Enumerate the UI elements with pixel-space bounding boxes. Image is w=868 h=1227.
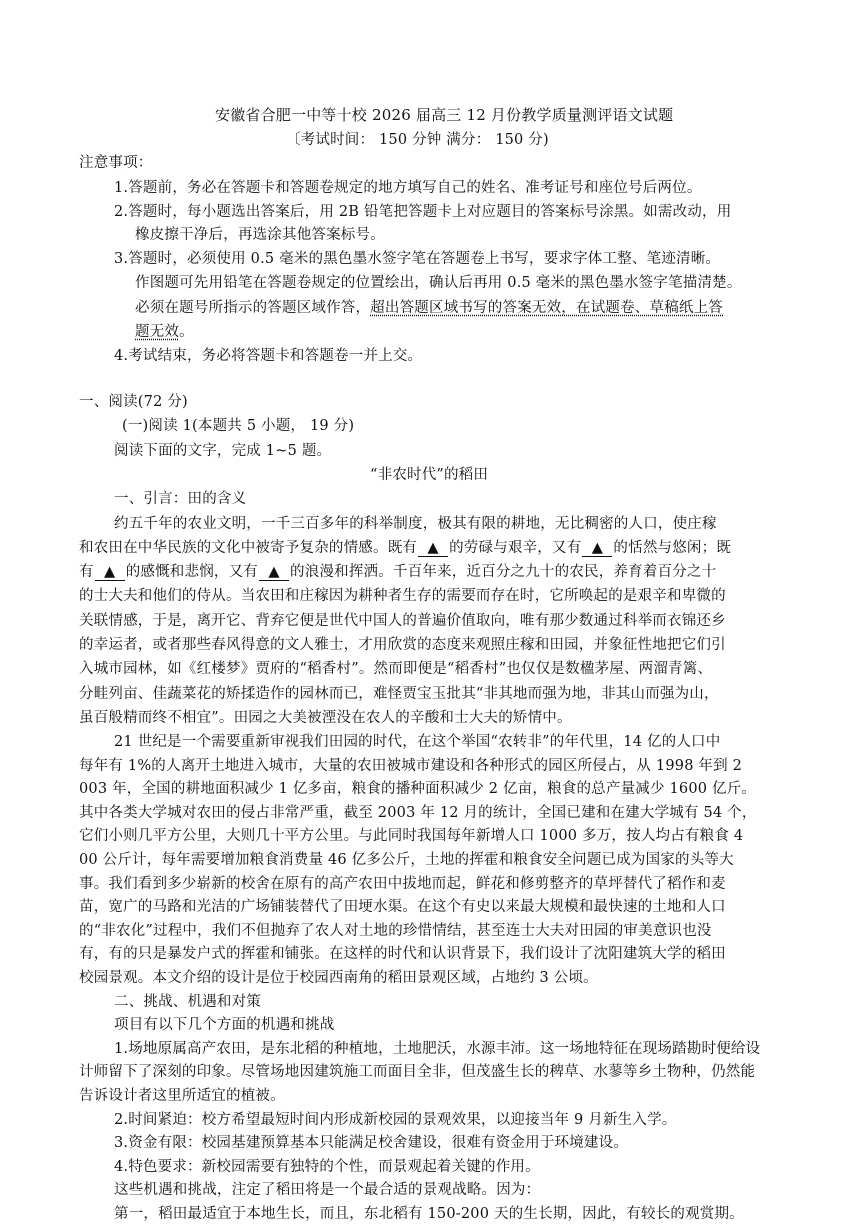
answer-blank: ▲ xyxy=(259,564,289,581)
part2-line: 告诉设计者这里所适宜的植被。 xyxy=(79,1088,285,1104)
answer-blank: ▲ xyxy=(95,564,125,581)
para2-line: 每年有 1%的人离开土地进入城市，大量的农田被城市建设和各种形式的园区所侵占，从 1998 年到 2 xyxy=(79,757,743,774)
emphasized-text: 超出答题区域书写的答案无效，在试题卷、草稿纸上答 xyxy=(370,300,724,316)
notice-item-3-cont3 xyxy=(135,321,194,343)
para1-line: 约五千年的农业文明，一千三百多年的科举制度，极其有限的耕地，无比稠密的人口，使庄稼 xyxy=(114,516,717,532)
para-text: 的劳碌与艰辛，又有 xyxy=(449,540,582,556)
para2-line: 苗，宽广的马路和光洁的广场铺装替代了田埂水渠。在这个有史以来最大规模和最快速的土地和人口 xyxy=(79,899,726,916)
para2-line: 它们小则几平方公里，大则几十平方公里。与此同时我国每年新增人口 1000 多万，按人均占有粮食 4 xyxy=(79,828,744,845)
instruction: 阅读下面的文字，完成 1~5 题。 xyxy=(114,443,332,459)
notice-item-2-cont: 橡皮擦干净后，再选涂其他答案标号。 xyxy=(135,227,385,243)
part2-line: 计师留下了深刻的印象。尽管场地因建筑施工而面目全非，但茂盛生长的稗草、水蓼等乡土物种，仍然能 xyxy=(79,1064,756,1081)
para1-line: 入城市园林，如《红楼梦》贾府的“稻香村”。然而即便是“稻香村”也仅仅是数楹茅屋、两溜青篱、 xyxy=(79,661,713,677)
notice-item-2: 2.答题时，每小题选出答案后，用 2B 铅笔把答题卡上对应题目的答案标号涂黑。如需改动，用 xyxy=(114,204,732,220)
para1-line: 关联情感，于是，离开它、背弃它便是世代中国人的普遍价值取向，唯有那少数通过科举而衣锦还乡 xyxy=(79,613,726,629)
notice-item-4: 4.考试结束，务必将答题卡和答题卷一并上交。 xyxy=(114,348,423,364)
para2-line: 有，有的只是暴发户式的挥霍和铺张。在这样的时代和认识背景下，我们设计了沈阳建筑大学的稻田 xyxy=(79,946,726,963)
para-text: 的恬然与悠闲；既 xyxy=(613,540,732,556)
para1-line xyxy=(79,561,716,583)
exam-subtitle: 〔考试时间： 150 分钟 满分： 150 分) xyxy=(286,132,549,148)
notice-text: 必须在题号所指示的答题区域作答， xyxy=(135,300,371,316)
notice-item-3-cont2 xyxy=(135,297,723,319)
part2-line: 2.时间紧迫：校方希望最短时间内形成新校园的景观效果，以迎接当年 9 月新生入学。 xyxy=(114,1111,677,1128)
para1-line xyxy=(79,537,731,559)
answer-blank: ▲ xyxy=(418,540,448,557)
notice-heading: 注意事项： xyxy=(79,155,153,171)
section-heading: 一、阅读(72 分) xyxy=(79,394,188,410)
para-text: 有 xyxy=(79,564,94,580)
para1-line: 的幸运者，或者那些春风得意的文人雅士，才用欣赏的态度来观照庄稼和田园，并象征性地把它们引 xyxy=(79,637,726,653)
part2-line: 4.特色要求：新校园需要有独特的个性，而景观起着关键的作用。 xyxy=(114,1158,540,1175)
para1-line: 分畦列亩、佳蔬菜花的矫揉造作的园林而已，难怪贾宝玉批其“非其地而强为地，非其山而强为山， xyxy=(79,686,719,702)
para2-line: 00 公斤计，每年需要增加粮食消费量 46 亿多公斤，土地的挥霍和粮食安全问题已成为国家的头等大 xyxy=(79,852,734,868)
notice-item-3-cont: 作图题可先用铅笔在答题卷规定的位置绘出，确认后再用 0.5 毫米的黑色墨水签字笔描清楚。 xyxy=(135,275,742,291)
notice-text: 。 xyxy=(179,324,194,340)
part2-intro: 项目有以下几个方面的机遇和挑战 xyxy=(114,1017,335,1034)
part-heading: 一、引言：田的含义 xyxy=(114,491,247,507)
article-title: “非农时代”的稻田 xyxy=(370,467,489,483)
emphasized-text: 题无效 xyxy=(135,324,180,340)
notice-item-3: 3.答题时，必须使用 0.5 毫米的黑色墨水签字笔在答题卷上书写，要求字体工整、笔迹清晰。 xyxy=(114,251,721,267)
answer-blank: ▲ xyxy=(582,540,612,557)
para2-line: 的“非农化”过程中，我们不但抛弃了农人对土地的珍惜情结，甚至连士大夫对田园的审美意识也没 xyxy=(79,922,712,939)
exam-title: 安徽省合肥一中等十校 2026 届高三 12 月份教学质量测评语文试题 xyxy=(215,106,674,124)
notice-item-1: 1.答题前，务必在答题卡和答题卷规定的地方填写自己的姓名、准考证号和座位号后两位。 xyxy=(114,180,702,196)
para-text: 和农田在中华民族的文化中被寄予复杂的情感。既有 xyxy=(79,540,418,556)
part2-line: 这些机遇和挑战，注定了稻田将是一个最合适的景观战略。因为： xyxy=(114,1182,541,1199)
para2-line: 21 世纪是一个需要重新审视我们田园的时代，在这个举国“农转非”的年代里，14 亿的人口中 xyxy=(114,734,721,750)
sub-heading: (一)阅读 1(本题共 5 小题， 19 分) xyxy=(122,418,355,434)
part-heading: 二、挑战、机遇和对策 xyxy=(114,993,261,1010)
para2-line: 其中各类大学城对农田的侵占非常严重，截至 2003 年 12 月的统计，全国已建和在建大学城有 54 个， xyxy=(79,804,757,821)
para1-line: 的士大夫和他们的侍从。当农田和庄稼因为耕种者生存的需要而存在时，它所唤起的是艰辛和卑微的 xyxy=(79,588,726,604)
para-text: 的感慨和悲悯，又有 xyxy=(125,564,259,580)
part2-line: 3.资金有限：校园基建预算基本只能满足校舍建设，很难有资金用于环境建设。 xyxy=(114,1135,629,1152)
part2-line: 第一，稻田最适宜于本地生长，而且，东北稻有 150-200 天的生长期，因此，有较长的观赏期。 xyxy=(114,1206,744,1222)
para2-line: 事。我们看到多少崭新的校舍在原有的高产农田中拔地而起，鲜花和修剪整齐的草坪替代了稻作和麦 xyxy=(79,875,726,892)
para-text: 的浪漫和挥洒。千百年来，近百分之九十的农民，养育着百分之十 xyxy=(290,564,717,580)
part2-line: 1.场地原属高产农田，是东北稻的种植地，土地肥沃，水源丰沛。这一场地特征在现场踏勘时便给设 xyxy=(114,1040,761,1057)
para2-line: 校园景观。本文介绍的设计是位于校园西南角的稻田景观区域，占地约 3 公顷。 xyxy=(79,970,598,986)
para2-line: 003 年，全国的耕地面积减少 1 亿多亩，粮食的播种面积减少 2 亿亩，粮食的总产量减少 1600 亿斤。 xyxy=(79,781,757,798)
para1-line: 虽百般精而终不相宜”。田园之大美被湮没在农人的辛酸和士大夫的矫情中。 xyxy=(79,710,572,726)
